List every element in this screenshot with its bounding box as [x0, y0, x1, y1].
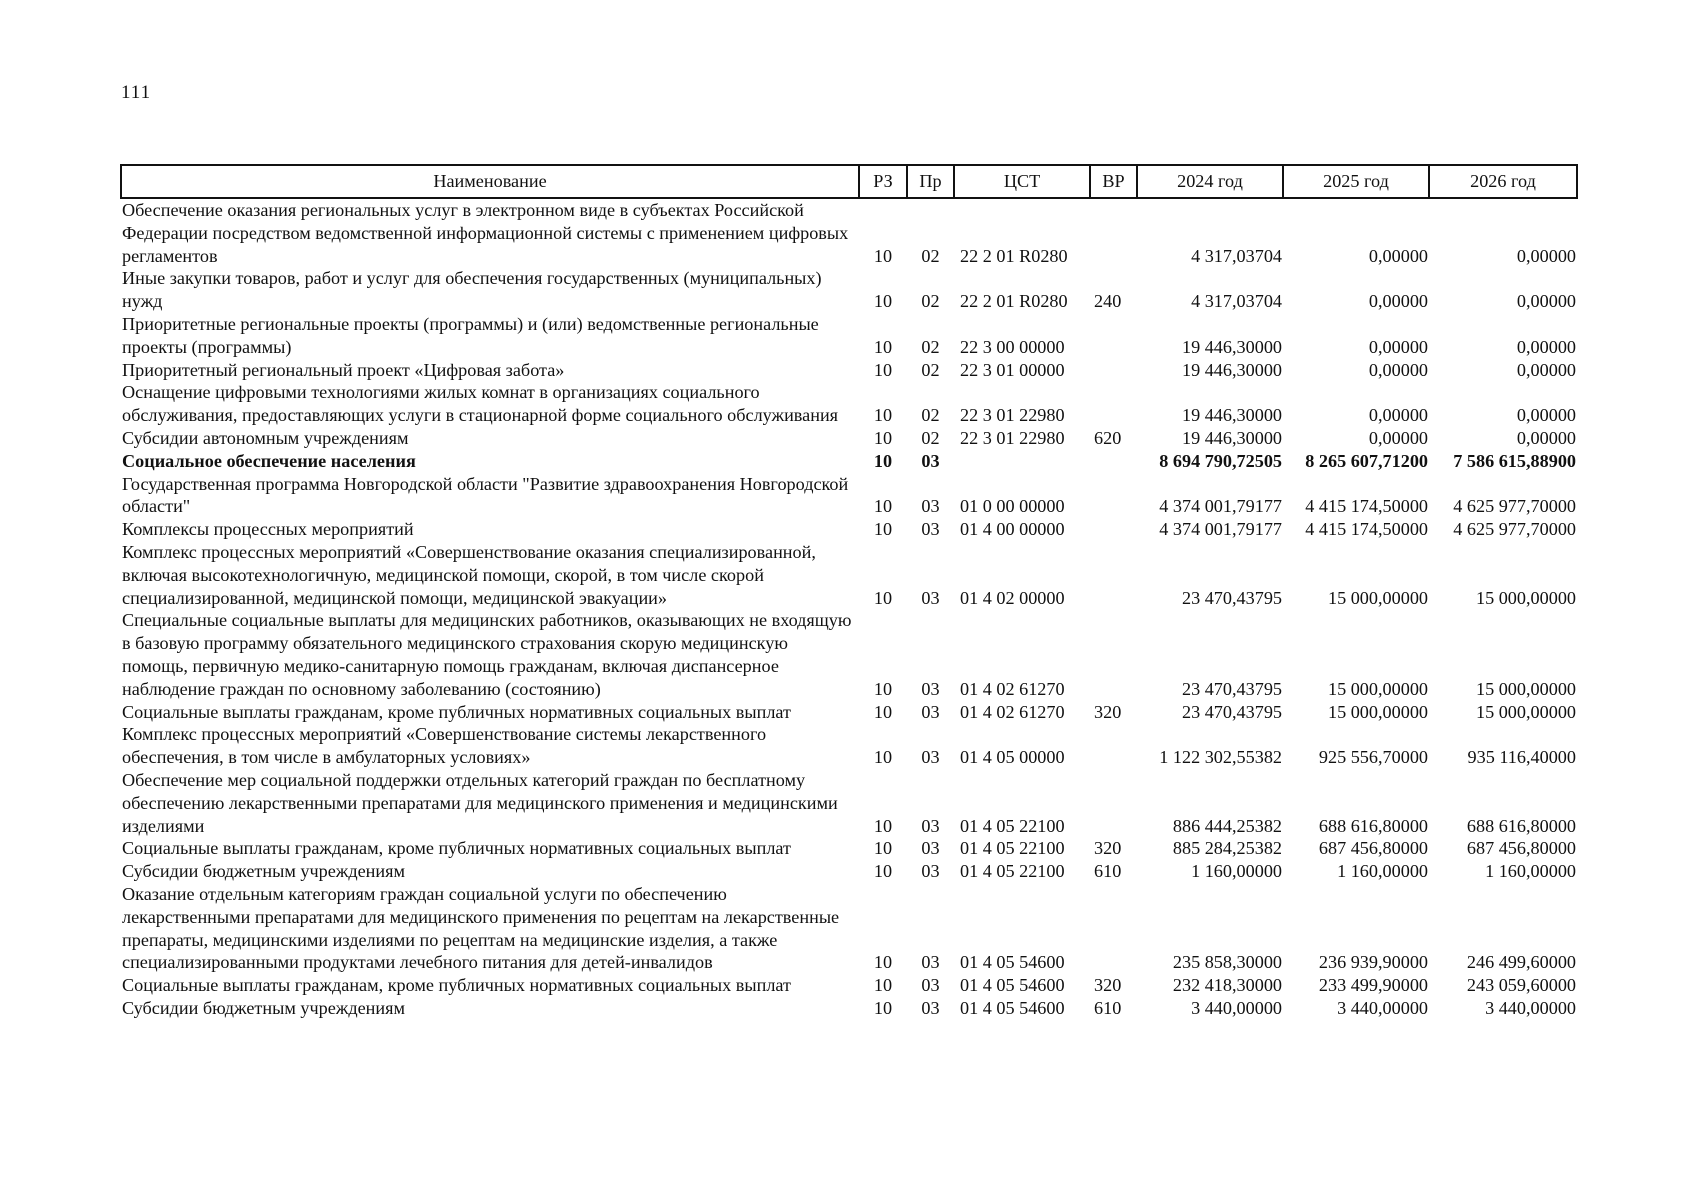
table-row [121, 267, 1577, 313]
row-pr: 02 [921, 405, 940, 426]
row-rz: 10 [873, 861, 893, 882]
row-vr [1090, 381, 1137, 427]
row-cst: 22 3 01 00000 [960, 359, 1065, 380]
header-pr: Пр [907, 165, 954, 198]
row-pr: 02 [921, 291, 940, 312]
row-pr: 02 [921, 359, 940, 380]
row-amount-2025: 0,00000 [1368, 359, 1428, 380]
row-rz: 10 [873, 815, 893, 836]
row-amount-2024: 1 160,00000 [1191, 861, 1282, 882]
table-row [121, 609, 1577, 700]
row-rz: 10 [873, 747, 893, 768]
row-pr: 03 [921, 587, 940, 608]
row-cst: 01 4 02 00000 [960, 587, 1065, 608]
row-vr [1090, 473, 1137, 519]
row-name: Социальные выплаты гражданам, кроме публичных нормативных социальных выплат [122, 701, 791, 722]
row-cst: 01 4 02 61270 [960, 678, 1065, 699]
row-cst: 01 4 05 54600 [960, 952, 1065, 973]
row-cst: 01 4 05 00000 [960, 747, 1065, 768]
row-cst: 01 0 00 00000 [960, 496, 1065, 517]
table-row [121, 974, 1577, 997]
row-cst: 01 4 05 54600 [960, 997, 1065, 1018]
row-amount-2026: 0,00000 [1516, 427, 1576, 448]
row-rz: 10 [873, 405, 893, 426]
row-pr: 03 [921, 496, 940, 517]
row-amount-2024: 19 446,30000 [1181, 405, 1282, 426]
row-amount-2026: 0,00000 [1516, 291, 1576, 312]
row-vr [1090, 198, 1137, 267]
row-name: Комплекс процессных мероприятий «Совершенствование оказания специализированной, включая высокотехнологичную, медицинской помощи, скорой, в том числе скорой специализированной, медицинской помощи, медицинской эвакуации» [122, 541, 816, 608]
row-pr: 03 [921, 519, 940, 540]
row-amount-2026: 935 116,40000 [1467, 747, 1576, 768]
row-vr: 610 [1094, 997, 1122, 1018]
row-rz: 10 [873, 952, 893, 973]
row-vr: 320 [1094, 838, 1122, 859]
row-cst: 22 2 01 R0280 [960, 245, 1068, 266]
row-cst: 01 4 05 54600 [960, 975, 1065, 996]
row-pr: 03 [921, 747, 940, 768]
row-vr: 320 [1094, 701, 1122, 722]
table-row [121, 769, 1577, 837]
row-cst: 22 2 01 R0280 [960, 291, 1068, 312]
row-rz: 10 [873, 291, 893, 312]
row-name: Иные закупки товаров, работ и услуг для обеспечения государственных (муниципальных) нужд [122, 268, 822, 312]
row-amount-2025: 0,00000 [1368, 245, 1428, 266]
row-amount-2025: 15 000,00000 [1327, 587, 1428, 608]
row-amount-2024: 3 440,00000 [1191, 997, 1282, 1018]
row-name: Субсидии автономным учреждениям [122, 427, 409, 448]
row-vr [1090, 883, 1137, 974]
row-amount-2025: 1 160,00000 [1337, 861, 1428, 882]
row-rz: 10 [873, 678, 893, 699]
table-row [121, 518, 1577, 541]
row-name: Социальные выплаты гражданам, кроме публичных нормативных социальных выплат [122, 838, 791, 859]
row-cst: 22 3 00 00000 [960, 336, 1065, 357]
row-pr: 03 [921, 815, 940, 836]
row-pr: 03 [921, 701, 940, 722]
row-rz: 10 [873, 359, 893, 380]
row-name: Обеспечение мер социальной поддержки отдельных категорий граждан по бесплатному обеспечению лекарственными препаратами для медицинского применения и медицинскими изделиями [122, 769, 838, 836]
row-vr [1090, 518, 1137, 541]
row-pr: 03 [921, 838, 940, 859]
row-amount-2024: 4 317,03704 [1191, 245, 1282, 266]
row-amount-2025: 688 616,80000 [1318, 815, 1428, 836]
row-amount-2026: 0,00000 [1516, 336, 1576, 357]
header-2026: 2026 год [1429, 165, 1577, 198]
row-cst: 01 4 05 22100 [960, 815, 1065, 836]
row-amount-2024: 23 470,43795 [1181, 587, 1282, 608]
row-vr: 240 [1094, 291, 1122, 312]
row-amount-2024: 4 374 001,79177 [1159, 519, 1282, 540]
row-amount-2025: 0,00000 [1368, 427, 1428, 448]
row-rz: 10 [873, 587, 893, 608]
table-row [121, 541, 1577, 609]
row-vr: 620 [1094, 427, 1122, 448]
header-vr: ВР [1090, 165, 1137, 198]
table-row [121, 427, 1577, 450]
row-amount-2026: 0,00000 [1516, 359, 1576, 380]
row-amount-2026: 7 586 615,88900 [1453, 450, 1576, 471]
row-name: Приоритетные региональные проекты (программы) и (или) ведомственные региональные проекты (программы) [122, 313, 819, 357]
row-amount-2025: 925 556,70000 [1318, 747, 1428, 768]
page-number: 111 [121, 82, 152, 103]
row-rz: 10 [873, 838, 893, 859]
row-pr: 02 [921, 336, 940, 357]
row-amount-2025: 0,00000 [1368, 291, 1428, 312]
table-row [121, 701, 1577, 724]
row-amount-2024: 8 694 790,72505 [1159, 450, 1282, 471]
table-row [121, 198, 1577, 267]
table-header-row [121, 165, 1577, 198]
row-vr [1090, 609, 1137, 700]
table-row [121, 837, 1577, 860]
row-amount-2025: 15 000,00000 [1327, 701, 1428, 722]
row-pr: 03 [921, 450, 940, 471]
row-name: Государственная программа Новгородской области "Развитие здравоохранения Новгородской области" [122, 473, 849, 517]
row-pr: 03 [921, 861, 940, 882]
row-rz: 10 [873, 701, 893, 722]
table-row [121, 313, 1577, 359]
row-amount-2024: 23 470,43795 [1181, 701, 1282, 722]
row-amount-2026: 243 059,60000 [1466, 975, 1576, 996]
header-name: Наименование [121, 165, 859, 198]
row-amount-2026: 15 000,00000 [1475, 701, 1576, 722]
table-row [121, 860, 1577, 883]
row-name: Обеспечение оказания региональных услуг в электронном виде в субъектах Российской Федерации посредством ведомственной информационной системы с применением цифровых регламентов [122, 200, 849, 266]
row-cst: 01 4 00 00000 [960, 519, 1065, 540]
row-name: Социальные выплаты гражданам, кроме публичных нормативных социальных выплат [122, 975, 791, 996]
row-amount-2026: 0,00000 [1516, 245, 1576, 266]
row-cst: 22 3 01 22980 [960, 405, 1065, 426]
row-amount-2025: 0,00000 [1368, 405, 1428, 426]
row-amount-2024: 4 317,03704 [1191, 291, 1282, 312]
row-vr: 610 [1094, 861, 1122, 882]
row-name: Субсидии бюджетным учреждениям [122, 997, 406, 1018]
row-rz: 10 [873, 427, 893, 448]
row-amount-2025: 687 456,80000 [1318, 838, 1428, 859]
table-row [121, 359, 1577, 382]
row-amount-2026: 3 440,00000 [1485, 997, 1576, 1018]
row-amount-2025: 236 939,90000 [1318, 952, 1428, 973]
table-row [121, 381, 1577, 427]
table-row [121, 450, 1577, 473]
row-pr: 03 [921, 975, 940, 996]
row-pr: 03 [921, 678, 940, 699]
row-amount-2024: 1 122 302,55382 [1159, 747, 1282, 768]
header-cst: ЦСТ [954, 165, 1090, 198]
row-amount-2026: 246 499,60000 [1466, 952, 1576, 973]
row-name: Комплекс процессных мероприятий «Совершенствование системы лекарственного обеспечения, в том числе в амбулаторных условиях» [122, 724, 767, 768]
row-amount-2024: 4 374 001,79177 [1159, 496, 1282, 517]
row-amount-2024: 19 446,30000 [1181, 359, 1282, 380]
row-vr [1090, 769, 1137, 837]
row-name: Комплексы процессных мероприятий [122, 519, 414, 540]
table-row [121, 997, 1577, 1020]
row-pr: 03 [921, 952, 940, 973]
row-cst [954, 450, 1090, 473]
row-pr: 03 [921, 997, 940, 1018]
row-name: Социальное обеспечение населения [122, 450, 416, 471]
row-amount-2026: 4 625 977,70000 [1453, 519, 1576, 540]
row-name: Специальные социальные выплаты для медицинских работников, оказывающих не входящую в базовую программу обязательного медицинского страхования скорую медицинскую помощь, первичную медико-санитарную помощь гражданам, включая диспансерное наблюдение граждан по основному заболеванию (состоянию) [122, 610, 852, 699]
row-amount-2026: 688 616,80000 [1466, 815, 1576, 836]
row-name: Субсидии бюджетным учреждениям [122, 861, 406, 882]
header-rz: РЗ [859, 165, 907, 198]
row-rz: 10 [873, 450, 893, 471]
row-amount-2024: 885 284,25382 [1172, 838, 1282, 859]
row-amount-2026: 15 000,00000 [1475, 587, 1576, 608]
header-2024: 2024 год [1137, 165, 1283, 198]
row-pr: 02 [921, 245, 940, 266]
row-name: Оснащение цифровыми технологиями жилых комнат в организациях социального обслуживания, предоставляющих услуги в стационарной форме социального обслуживания [122, 382, 839, 426]
row-rz: 10 [873, 245, 893, 266]
table-body [121, 198, 1577, 1020]
row-amount-2025: 233 499,90000 [1318, 975, 1428, 996]
row-rz: 10 [873, 975, 893, 996]
row-vr [1090, 450, 1137, 473]
row-rz: 10 [873, 519, 893, 540]
row-vr [1090, 541, 1137, 609]
row-amount-2026: 687 456,80000 [1466, 838, 1576, 859]
row-rz: 10 [873, 336, 893, 357]
row-amount-2025: 0,00000 [1368, 336, 1428, 357]
row-amount-2024: 235 858,30000 [1172, 952, 1282, 973]
row-amount-2026: 1 160,00000 [1485, 861, 1576, 882]
row-rz: 10 [873, 496, 893, 517]
budget-table [120, 164, 1578, 1020]
row-amount-2024: 19 446,30000 [1181, 336, 1282, 357]
row-name: Оказание отдельным категориям граждан социальной услуги по обеспечению лекарственными препаратами для медицинского применения по рецептам на лекарственные препараты, медицинскими изделиями по рецептам на медицинские изделия, а также специализированными продуктами лечебного питания для детей-инвалидов [122, 883, 840, 973]
row-amount-2024: 23 470,43795 [1181, 678, 1282, 699]
row-amount-2026: 15 000,00000 [1475, 678, 1576, 699]
row-cst: 01 4 02 61270 [960, 701, 1065, 722]
row-amount-2024: 232 418,30000 [1172, 975, 1282, 996]
table-row [121, 723, 1577, 769]
row-amount-2025: 8 265 607,71200 [1305, 450, 1428, 471]
row-amount-2025: 15 000,00000 [1327, 678, 1428, 699]
row-cst: 01 4 05 22100 [960, 838, 1065, 859]
row-vr [1090, 359, 1137, 382]
row-name: Приоритетный региональный проект «Цифровая забота» [122, 359, 565, 380]
row-amount-2024: 886 444,25382 [1172, 815, 1282, 836]
row-amount-2025: 4 415 174,50000 [1305, 519, 1428, 540]
row-vr [1090, 723, 1137, 769]
row-amount-2025: 4 415 174,50000 [1305, 496, 1428, 517]
row-pr: 02 [921, 427, 940, 448]
header-2025: 2025 год [1283, 165, 1429, 198]
table-row [121, 883, 1577, 974]
row-amount-2025: 3 440,00000 [1337, 997, 1428, 1018]
table-row [121, 473, 1577, 519]
row-amount-2026: 0,00000 [1516, 405, 1576, 426]
row-amount-2024: 19 446,30000 [1181, 427, 1282, 448]
row-vr: 320 [1094, 975, 1122, 996]
row-amount-2026: 4 625 977,70000 [1453, 496, 1576, 517]
row-rz: 10 [873, 997, 893, 1018]
row-vr [1090, 313, 1137, 359]
row-cst: 01 4 05 22100 [960, 861, 1065, 882]
row-cst: 22 3 01 22980 [960, 427, 1065, 448]
